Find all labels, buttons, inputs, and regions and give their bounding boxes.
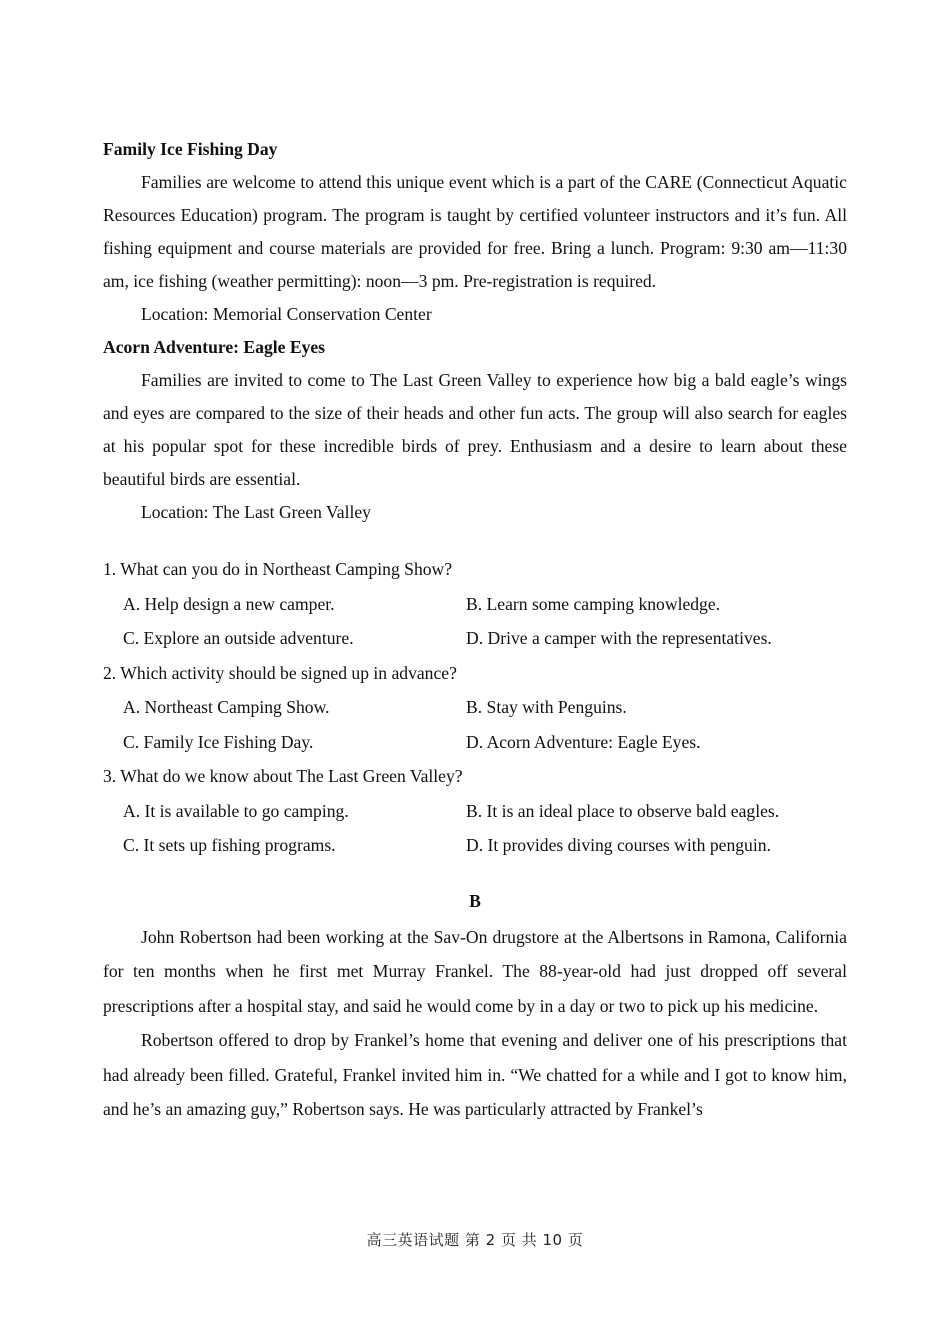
section-location-eagle-eyes: Location: The Last Green Valley	[141, 502, 371, 522]
spacer	[103, 529, 847, 552]
option-row	[103, 690, 847, 725]
option-row	[103, 794, 847, 829]
option-b: B. It is an ideal place to observe bald eagles.	[466, 800, 780, 821]
option-d: D. Acorn Adventure: Eagle Eyes.	[466, 731, 701, 752]
section-body-eagle-eyes: Families are invited to come to The Last Green Valley to experience how big a bald eagle’s wings and eyes are compared to the size of their heads and other fun acts. The group will also search for eagles at his popular spot for these incredible birds of prey. Enthusiasm and a desire to learn about these beautiful birds are essential.	[103, 370, 847, 489]
option-b: B. Stay with Penguins.	[466, 697, 627, 717]
question-stem: 1. What can you do in Northeast Camping Show?	[103, 559, 453, 579]
passage-b-label: B	[469, 890, 481, 911]
option-d: D. Drive a camper with the representatives.	[466, 628, 772, 648]
page-footer: 高三英语试题 第 2 页 共 10 页	[366, 1231, 584, 1249]
question-2	[103, 656, 847, 760]
option-a: A. Help design a new camper.	[123, 593, 335, 614]
option-c: C. Explore an outside adventure.	[123, 628, 354, 648]
option-c: C. Family Ice Fishing Day.	[123, 731, 314, 752]
section-location-ice-fishing: Location: Memorial Conservation Center	[141, 304, 432, 324]
option-row	[103, 621, 847, 656]
option-d: D. It provides diving courses with penguin.	[466, 835, 771, 855]
section-title-ice-fishing: Family Ice Fishing Day	[103, 139, 278, 159]
document-page	[103, 133, 847, 1127]
option-row	[103, 587, 847, 622]
question-stem: 2. Which activity should be signed up in advance?	[103, 662, 457, 683]
passage-b-paragraph-1: John Robertson had been working at the Sav-On drugstore at the Albertsons in Ramona, California for ten months when he first met Murray Frankel. The 88-year-old had just dropped off several prescriptions after a hospital stay, and said he would come by in a day or two to pick up his medicine.	[103, 926, 847, 1016]
question-1	[103, 552, 847, 656]
question-stem: 3. What do we know about The Last Green Valley?	[103, 766, 463, 786]
passage-b-paragraph-2: Robertson offered to drop by Frankel’s home that evening and deliver one of his prescriptions that had already been filled. Grateful, Frankel invited him in. “We chatted for a while and I got to know him, and he’s an amazing guy,” Robertson says. He was particularly attracted by Frankel’s	[103, 1030, 847, 1119]
option-c: C. It sets up fishing programs.	[123, 835, 336, 855]
section-title-eagle-eyes: Acorn Adventure: Eagle Eyes	[103, 337, 326, 357]
option-row	[103, 828, 847, 863]
question-3	[103, 759, 847, 863]
option-b: B. Learn some camping knowledge.	[466, 593, 721, 614]
section-body-ice-fishing: Families are welcome to attend this unique event which is a part of the CARE (Connecticut Aquatic Resources Education) program. The program is taught by certified volunteer instructors and it’s fun. All fishing equipment and course materials are provided for free. Bring a lunch. Program: 9:30 am—11:30 am, ice fishing (weather permitting): noon—3 pm. Pre-registration is required.	[103, 172, 847, 291]
option-a: A. Northeast Camping Show.	[123, 697, 330, 717]
option-row	[103, 725, 847, 760]
option-a: A. It is available to go camping.	[123, 800, 349, 821]
